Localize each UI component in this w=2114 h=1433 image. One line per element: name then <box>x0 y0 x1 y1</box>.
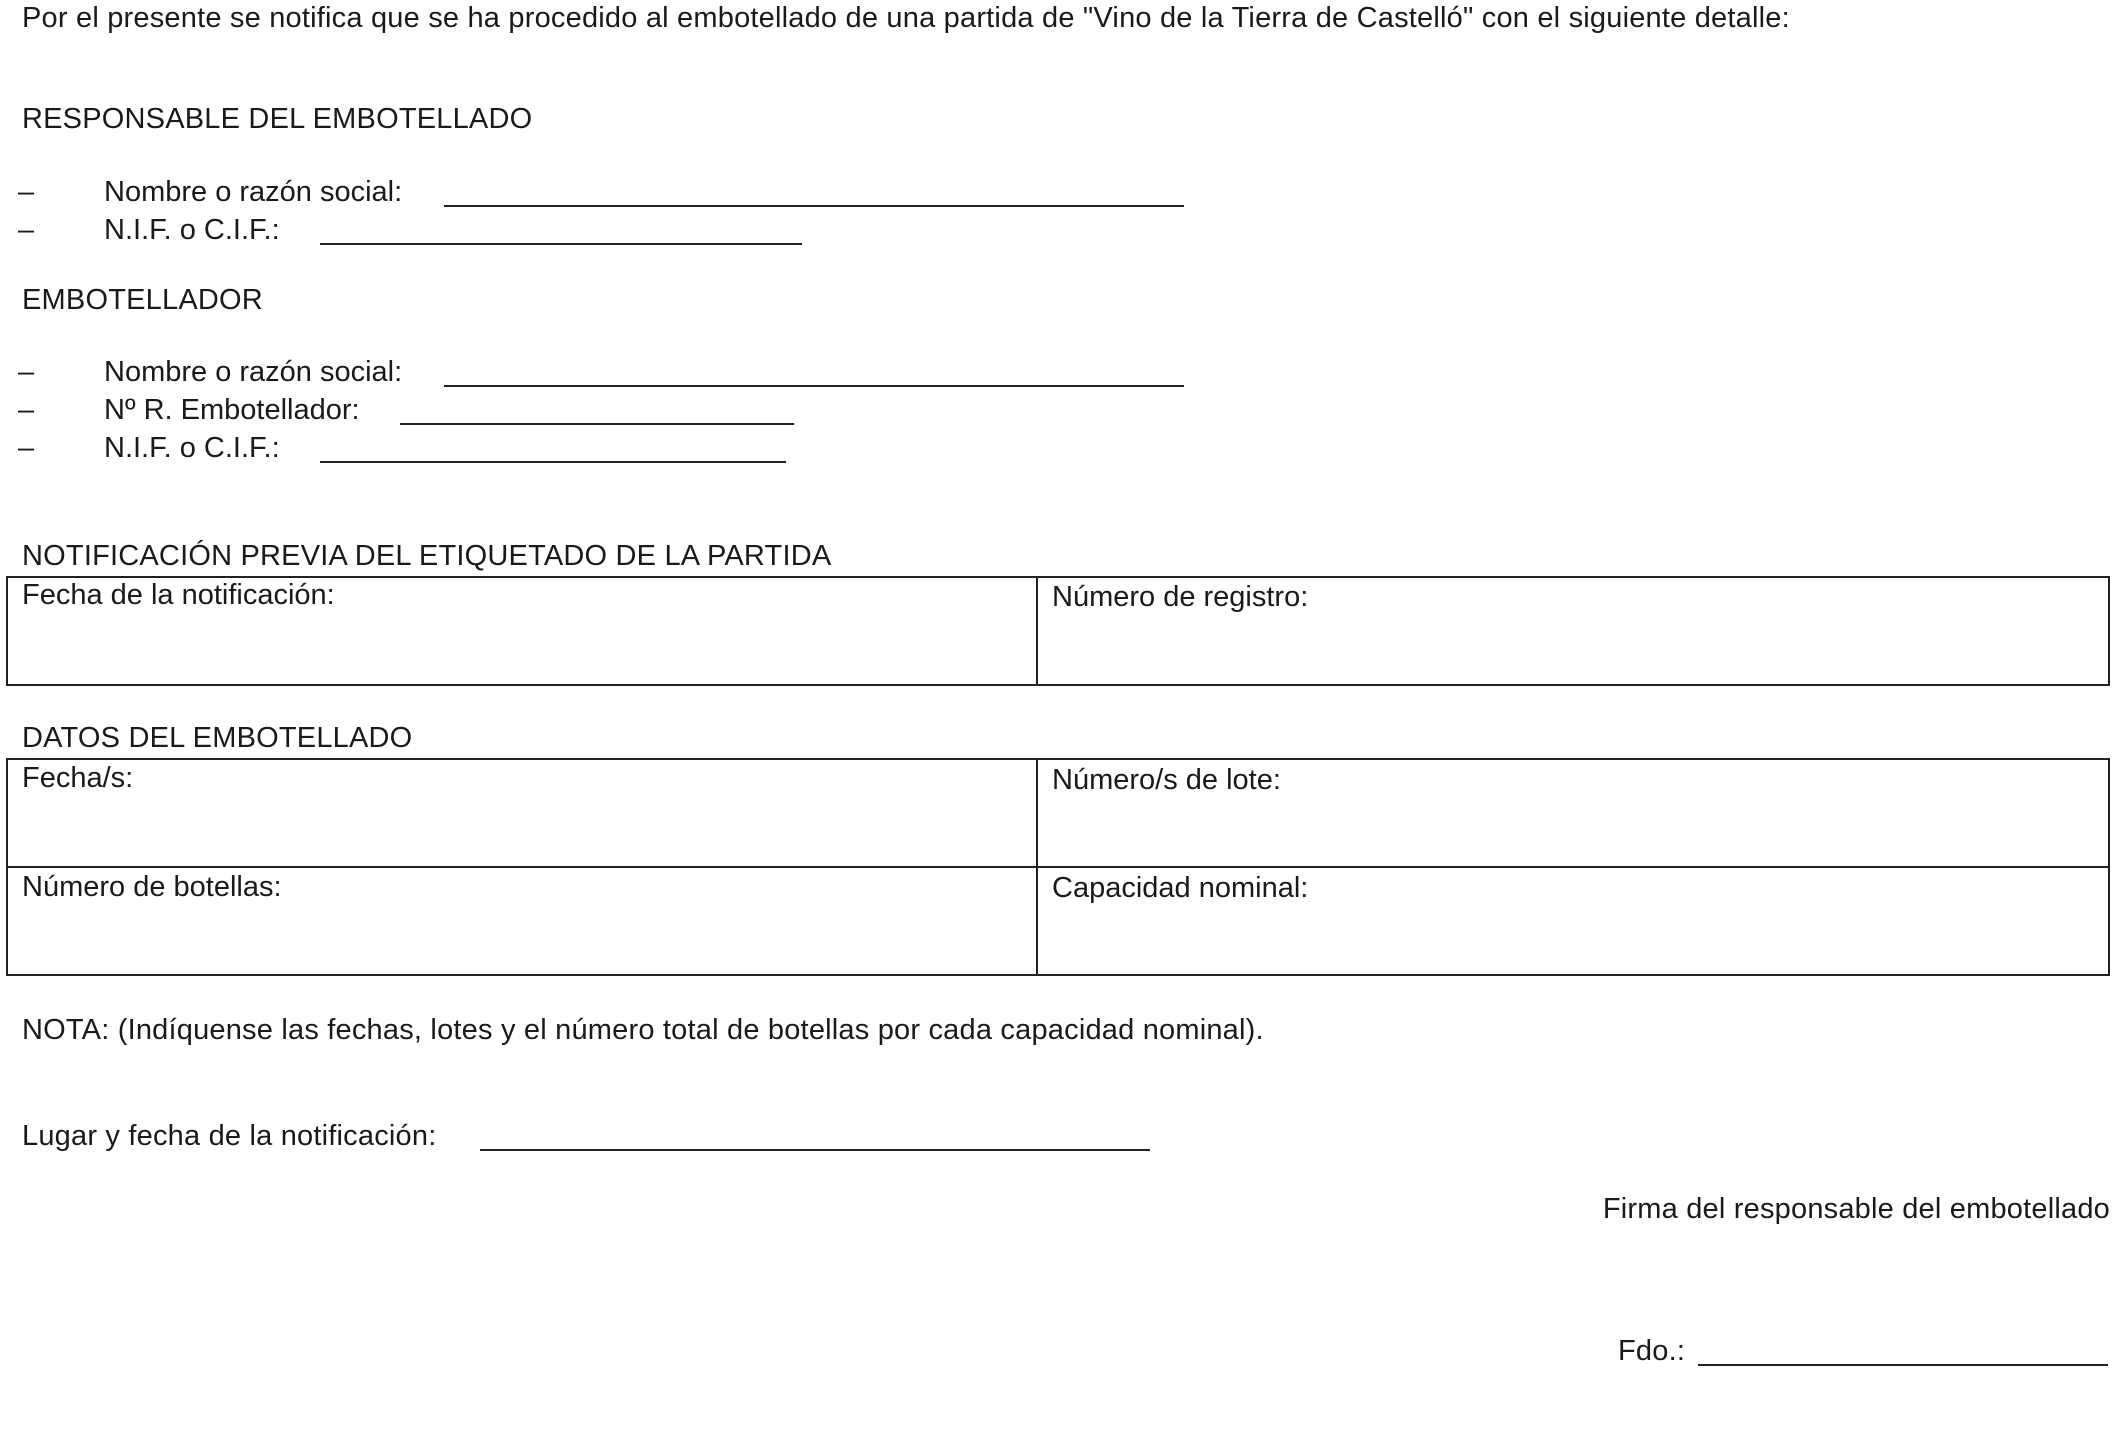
responsable-nif-field[interactable] <box>320 243 802 245</box>
lugar-fecha-field[interactable] <box>480 1149 1150 1151</box>
lote-label: Número/s de lote: <box>1052 764 1281 796</box>
list-dash: – <box>18 432 35 464</box>
datos-heading: DATOS DEL EMBOTELLADO <box>22 722 413 754</box>
responsable-nif-label: N.I.F. o C.I.F.: <box>104 214 280 246</box>
list-dash: – <box>18 394 35 426</box>
embotellador-heading: EMBOTELLADOR <box>22 284 263 316</box>
fdo-field[interactable] <box>1698 1364 2108 1366</box>
fechas-label: Fecha/s: <box>22 762 134 794</box>
responsable-heading: RESPONSABLE DEL EMBOTELLADO <box>22 103 533 135</box>
botellas-label: Número de botellas: <box>22 871 282 903</box>
intro-text: Por el presente se notifica que se ha procedido al embotellado de una partida de "Vino de la Tierra de Castelló" con el siguiente detalle: <box>22 2 1790 34</box>
fecha-notificacion-label: Fecha de la notificación: <box>22 579 335 611</box>
embotellador-nif-label: N.I.F. o C.I.F.: <box>104 432 280 464</box>
embotellador-nombre-field[interactable] <box>444 385 1184 387</box>
nota-text: NOTA: (Indíquense las fechas, lotes y el número total de botellas por cada capacidad nominal). <box>22 1014 1264 1046</box>
list-dash: – <box>18 214 35 246</box>
capacidad-label: Capacidad nominal: <box>1052 872 1309 904</box>
embotellador-nombre-label: Nombre o razón social: <box>104 356 403 388</box>
embotellador-registro-label: Nº R. Embotellador: <box>104 394 360 426</box>
responsable-nombre-label: Nombre o razón social: <box>104 176 403 208</box>
lugar-fecha-label: Lugar y fecha de la notificación: <box>22 1120 437 1152</box>
firma-label: Firma del responsable del embotellado <box>1602 1193 2110 1225</box>
table-divider <box>1036 758 1038 976</box>
responsable-nombre-field[interactable] <box>444 205 1184 207</box>
embotellador-registro-field[interactable] <box>400 423 794 425</box>
table-divider <box>6 866 2110 868</box>
fdo-label: Fdo.: <box>1618 1335 1686 1367</box>
notificacion-heading: NOTIFICACIÓN PREVIA DEL ETIQUETADO DE LA PARTIDA <box>22 540 832 572</box>
numero-registro-label: Número de registro: <box>1052 581 1309 613</box>
list-dash: – <box>18 356 35 388</box>
list-dash: – <box>18 176 35 208</box>
embotellador-nif-field[interactable] <box>320 461 786 463</box>
table-divider <box>1036 576 1038 686</box>
